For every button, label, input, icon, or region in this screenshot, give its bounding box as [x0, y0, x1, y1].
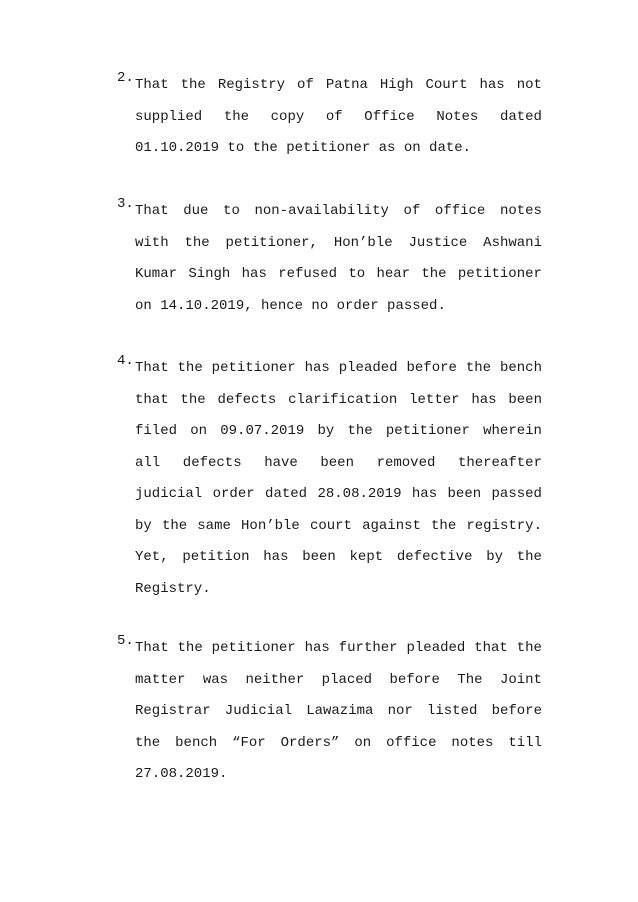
- word: petitioner: [385, 423, 470, 439]
- word: filed: [135, 423, 178, 439]
- word: due: [183, 203, 209, 219]
- text-line: [135, 70, 542, 102]
- text-line: [135, 665, 542, 697]
- word: That: [135, 360, 169, 376]
- word: Hon’ble: [241, 517, 300, 534]
- text-line: Registry.: [135, 580, 211, 597]
- word: thereafter: [457, 454, 542, 471]
- word: placed: [321, 671, 373, 688]
- text-line: 27.08.2019.: [135, 766, 228, 782]
- word: petitioner: [211, 360, 296, 376]
- word: Orders”: [280, 734, 340, 751]
- word: the: [177, 640, 203, 656]
- text-line: [135, 102, 542, 134]
- word: the: [180, 391, 206, 408]
- word: registry.: [466, 517, 542, 534]
- word: “For: [232, 734, 266, 751]
- word: has: [411, 486, 438, 502]
- word: has: [479, 77, 505, 93]
- word: petitioner: [457, 266, 542, 282]
- paragraph-2: [117, 70, 542, 165]
- word: same: [197, 517, 231, 534]
- word: matter: [135, 671, 186, 688]
- word: listed: [426, 703, 478, 719]
- text-line: [135, 728, 542, 760]
- word: before: [406, 360, 457, 376]
- word: the: [177, 360, 203, 376]
- word: have: [264, 454, 298, 471]
- word: pleaded: [338, 360, 398, 376]
- word: letter: [409, 391, 460, 408]
- word: refused: [278, 266, 337, 282]
- word: the: [223, 108, 250, 125]
- word: has: [471, 391, 497, 408]
- word: on: [354, 734, 372, 751]
- text-line: [135, 448, 542, 480]
- word: has: [263, 549, 289, 565]
- paragraph-body: [135, 196, 542, 322]
- text-line: [135, 542, 542, 574]
- word: hear: [376, 266, 411, 282]
- word: Judicial: [224, 703, 293, 719]
- word: defects: [182, 454, 242, 471]
- word: court: [309, 517, 352, 534]
- word: the: [184, 234, 210, 251]
- word: been: [320, 454, 354, 471]
- word: That: [135, 203, 169, 219]
- word: the: [421, 266, 447, 282]
- word: petitioner,: [225, 234, 318, 251]
- word: all: [135, 454, 161, 471]
- word: notes: [499, 203, 542, 219]
- word: The: [457, 671, 483, 688]
- word: by: [317, 423, 335, 439]
- paragraph-body: [135, 633, 542, 791]
- paragraph-5: [117, 633, 542, 791]
- word: passed: [491, 486, 542, 502]
- text-line: [135, 633, 542, 665]
- word: office: [434, 203, 486, 219]
- word: That: [135, 640, 169, 656]
- word: That: [135, 77, 169, 93]
- word: further: [338, 640, 398, 656]
- word: Registrar: [135, 703, 211, 719]
- word: been: [447, 486, 482, 502]
- text-line: [135, 259, 542, 291]
- paragraph-number: 3.: [117, 196, 134, 212]
- word: the: [465, 360, 492, 376]
- word: kept: [349, 549, 384, 565]
- word: that: [135, 391, 169, 408]
- word: supplied: [135, 108, 203, 125]
- word: the: [135, 734, 161, 751]
- word: by: [486, 549, 504, 565]
- word: High: [379, 77, 414, 93]
- word: clarification: [288, 391, 398, 408]
- paragraph-number: 5.: [117, 633, 134, 649]
- word: the: [516, 549, 542, 565]
- text-line: [135, 416, 542, 448]
- word: before: [389, 671, 440, 688]
- text-line: 01.10.2019 to the petitioner as on date.: [135, 140, 472, 156]
- word: judicial: [135, 486, 203, 502]
- word: 28.08.2019: [317, 486, 402, 502]
- word: pleaded: [406, 640, 466, 656]
- paragraph-number: 4.: [117, 353, 134, 369]
- paragraph-body: [135, 353, 542, 605]
- word: removed: [376, 454, 436, 471]
- word: Lawazima: [306, 703, 374, 719]
- word: defects: [217, 391, 277, 408]
- text-line: on 14.10.2019, hence no order passed.: [135, 297, 446, 314]
- paragraph-3: [117, 196, 542, 322]
- word: bench: [499, 360, 542, 376]
- word: the: [347, 423, 373, 439]
- paragraph-4: [117, 353, 542, 605]
- word: Court: [425, 77, 468, 93]
- text-line: [135, 353, 542, 385]
- word: Patna: [325, 77, 368, 93]
- word: of: [297, 77, 314, 93]
- word: Hon’ble: [333, 234, 393, 251]
- word: the: [431, 517, 457, 534]
- word: defective: [396, 549, 473, 565]
- text-line: [135, 511, 542, 543]
- word: dated: [499, 108, 542, 125]
- word: with: [135, 234, 169, 251]
- word: to: [223, 203, 240, 219]
- word: Ashwani: [483, 234, 542, 251]
- word: petition: [182, 549, 250, 565]
- word: Kumar: [135, 266, 178, 282]
- paragraph-body: [135, 70, 542, 165]
- word: the: [180, 77, 206, 93]
- word: wherein: [483, 423, 542, 439]
- text-line: [135, 696, 542, 728]
- word: not: [516, 77, 542, 93]
- word: the: [516, 640, 542, 656]
- word: that: [474, 640, 508, 656]
- word: notes: [451, 734, 494, 751]
- word: nor: [387, 703, 413, 719]
- word: neither: [245, 671, 305, 688]
- word: been: [302, 549, 336, 565]
- text-line: [135, 196, 542, 228]
- word: has: [304, 360, 330, 376]
- word: Notes: [436, 108, 479, 125]
- word: office: [386, 734, 437, 751]
- word: Justice: [408, 234, 468, 251]
- word: bench: [175, 734, 218, 751]
- word: was: [202, 671, 229, 688]
- word: has: [304, 640, 330, 656]
- word: of: [403, 203, 421, 219]
- word: Singh: [188, 266, 231, 282]
- paragraph-number: 2.: [117, 70, 134, 86]
- word: has: [241, 266, 267, 282]
- word: Yet,: [135, 549, 169, 565]
- word: by: [135, 517, 152, 534]
- text-line: [135, 228, 542, 260]
- word: order: [212, 486, 255, 502]
- word: on: [190, 423, 208, 439]
- word: Joint: [499, 671, 542, 688]
- word: been: [508, 391, 542, 408]
- text-line: [135, 479, 542, 511]
- word: against: [362, 517, 421, 534]
- word: dated: [265, 486, 308, 502]
- word: of: [325, 108, 343, 125]
- word: 09.07.2019: [220, 423, 305, 439]
- word: till: [508, 734, 542, 751]
- word: non-availability: [254, 203, 389, 219]
- word: the: [161, 517, 188, 534]
- word: petitioner: [211, 640, 296, 656]
- word: before: [491, 703, 542, 719]
- word: to: [348, 266, 366, 282]
- word: copy: [270, 108, 305, 125]
- word: Office: [364, 108, 415, 125]
- word: Registry: [217, 77, 286, 93]
- text-line: [135, 385, 542, 417]
